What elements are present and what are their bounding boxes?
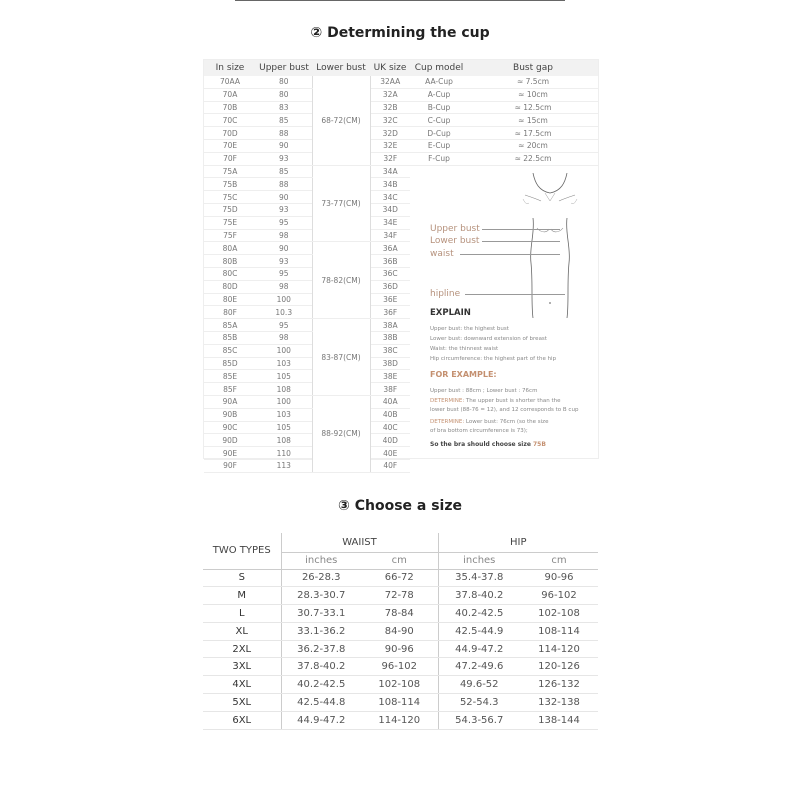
in-size-cell: 90F [204,459,256,472]
upper-bust-cell: 80 [256,76,312,88]
hip-cm-cell: 96-102 [520,587,598,605]
bust-gap-cell: ≈ 15cm [468,114,598,127]
hip-cm-cell: 102-108 [520,605,598,623]
determine-text: Lower bust: 76cm (so the size [464,419,549,425]
in-size-cell: 80B [204,255,256,268]
header-lower-bust: Lower bust [312,60,370,76]
uk-size-cell: 34D [370,203,410,216]
hip-inches-cell: 54.3-56.7 [438,711,520,729]
in-size-cell: 90D [204,434,256,447]
in-size-cell: 85C [204,344,256,357]
uk-size-cell: 32E [370,139,410,152]
size-table-row [203,569,598,587]
in-size-cell: 75E [204,216,256,229]
upper-bust-cell: 10.3 [256,306,312,319]
hip-header: HIP [438,533,598,552]
waist-inches-cell: 28.3-30.7 [281,587,361,605]
cup-table-row [204,76,598,88]
uk-size-cell: 36C [370,267,410,280]
uk-size-cell: 38D [370,357,410,370]
hip-inches-cell: 35.4-37.8 [438,569,520,587]
uk-size-cell: 38A [370,319,410,332]
hip-cm-cell: 108-114 [520,622,598,640]
upper-bust-cell: 105 [256,421,312,434]
size-cell: M [203,587,281,605]
hip-inches-cell: 44.9-47.2 [438,640,520,658]
in-size-cell: 85E [204,370,256,383]
in-size-cell: 80F [204,306,256,319]
waist-cm-cell: 78-84 [361,605,438,623]
example-title: FOR EXAMPLE: [430,370,497,379]
determine-line-1b: lower bust (88-76 = 12), and 12 corresponds to B cup [430,407,579,413]
conclusion-text: So the bra should choose size [430,441,533,448]
upper-bust-cell: 105 [256,370,312,383]
size-table-row [203,587,598,605]
in-size-cell: 70B [204,101,256,114]
uk-size-cell: 32AA [370,76,410,88]
upper-bust-cell: 98 [256,229,312,242]
in-size-cell: 75A [204,165,256,178]
size-table [203,533,598,730]
upper-bust-line [482,229,560,230]
in-size-cell: 85F [204,383,256,396]
uk-size-cell: 34F [370,229,410,242]
uk-size-cell: 32F [370,152,410,165]
uk-size-cell: 38E [370,370,410,383]
upper-bust-cell: 98 [256,331,312,344]
size-table-header [203,533,598,552]
in-size-cell: 70D [204,127,256,140]
explain-line: Waist: the thinnest waist [430,346,499,352]
bust-gap-cell: ≈ 20cm [468,139,598,152]
hip-inches-cell: 42.5-44.9 [438,622,520,640]
waist-inches-cell: 37.8-40.2 [281,658,361,676]
waist-inches-cell: 40.2-42.5 [281,676,361,694]
uk-size-cell: 40B [370,408,410,421]
uk-size-cell: 40D [370,434,410,447]
in-size-cell: 85D [204,357,256,370]
waist-line [460,254,560,255]
in-size-cell: 70E [204,139,256,152]
upper-bust-cell: 85 [256,165,312,178]
top-divider [235,0,565,1]
in-size-cell: 90B [204,408,256,421]
size-section-title: ③ Choose a size [337,498,462,514]
upper-bust-label: Upper bust [430,224,480,234]
determine-label: DETERMINE: [430,419,465,425]
size-table-row [203,694,598,712]
determine-text: The upper bust is shorter than the [464,398,561,404]
cup-table-row [204,101,598,114]
lower-bust-cell: 88-92(CM) [312,395,370,472]
explain-line: Lower bust: downward extension of breast [430,336,547,342]
uk-size-cell: 36A [370,242,410,255]
uk-size-cell: 40C [370,421,410,434]
uk-size-cell: 34A [370,165,410,178]
hip-inches-cell: 37.8-40.2 [438,587,520,605]
explain-line: Upper bust: the highest bust [430,326,509,332]
upper-bust-cell: 93 [256,152,312,165]
bust-gap-cell: ≈ 10cm [468,88,598,101]
in-size-cell: 90C [204,421,256,434]
waist-cm-cell: 90-96 [361,640,438,658]
size-table-row [203,640,598,658]
size-cell: 3XL [203,658,281,676]
upper-bust-cell: 103 [256,357,312,370]
header-uk-size: UK size [370,60,410,76]
lower-bust-cell: 73-77(CM) [312,165,370,242]
upper-bust-cell: 90 [256,191,312,204]
cup-table-row [204,152,598,165]
in-size-cell: 75D [204,203,256,216]
uk-size-cell: 32A [370,88,410,101]
upper-bust-cell: 80 [256,88,312,101]
hip-cm-header: cm [520,552,598,569]
hipline-label: hipline [430,289,461,299]
cup-section-title: ② Determining the cup [310,25,490,41]
explain-panel [430,170,600,460]
cup-model-cell: A-Cup [410,88,468,101]
upper-bust-cell: 95 [256,216,312,229]
in-size-cell: 75B [204,178,256,191]
upper-bust-cell: 108 [256,383,312,396]
cup-model-cell: F-Cup [410,152,468,165]
waist-inches-cell: 26-28.3 [281,569,361,587]
two-types-header: TWO TYPES [203,533,281,569]
header-bust-gap: Bust gap [468,60,598,76]
uk-size-cell: 34B [370,178,410,191]
uk-size-cell: 40E [370,447,410,460]
in-size-cell: 90E [204,447,256,460]
header-cup-model: Cup model [410,60,468,76]
uk-size-cell: 32B [370,101,410,114]
cup-model-cell: D-Cup [410,127,468,140]
in-size-cell: 90A [204,395,256,408]
bust-gap-cell: ≈ 17.5cm [468,127,598,140]
determine-line-1 [430,398,560,404]
waist-cm-cell: 66-72 [361,569,438,587]
uk-size-cell: 36E [370,293,410,306]
size-cell: 4XL [203,676,281,694]
waist-inches-header: inches [281,552,361,569]
hip-cm-cell: 120-126 [520,658,598,676]
size-table-row [203,605,598,623]
upper-bust-cell: 85 [256,114,312,127]
upper-bust-cell: 103 [256,408,312,421]
bust-gap-cell: ≈ 7.5cm [468,76,598,88]
waist-cm-header: cm [361,552,438,569]
size-table-row [203,658,598,676]
cup-table-row [204,127,598,140]
size-table-row [203,622,598,640]
uk-size-cell: 36D [370,280,410,293]
waist-inches-cell: 42.5-44.8 [281,694,361,712]
size-cell: 6XL [203,711,281,729]
size-cell: L [203,605,281,623]
upper-bust-cell: 95 [256,267,312,280]
cup-table-row [204,139,598,152]
lower-bust-line [482,241,560,242]
upper-bust-cell: 90 [256,139,312,152]
hip-inches-cell: 49.6-52 [438,676,520,694]
upper-bust-cell: 88 [256,127,312,140]
in-size-cell: 70A [204,88,256,101]
size-cell: XL [203,622,281,640]
waist-cm-cell: 102-108 [361,676,438,694]
uk-size-cell: 38C [370,344,410,357]
waist-inches-cell: 44.9-47.2 [281,711,361,729]
waist-cm-cell: 84-90 [361,622,438,640]
size-cell: 5XL [203,694,281,712]
in-size-cell: 80C [204,267,256,280]
waist-label: waist [430,249,454,259]
hipline-line [465,294,565,295]
uk-size-cell: 34E [370,216,410,229]
upper-bust-cell: 108 [256,434,312,447]
header-upper-bust: Upper bust [256,60,312,76]
upper-bust-cell: 93 [256,255,312,268]
waist-cm-cell: 108-114 [361,694,438,712]
hip-cm-cell: 132-138 [520,694,598,712]
size-cell: 2XL [203,640,281,658]
upper-bust-cell: 93 [256,203,312,216]
upper-bust-cell: 110 [256,447,312,460]
uk-size-cell: 34C [370,191,410,204]
upper-bust-cell: 98 [256,280,312,293]
lower-bust-label: Lower bust [430,236,480,246]
waist-inches-cell: 33.1-36.2 [281,622,361,640]
waist-inches-cell: 36.2-37.8 [281,640,361,658]
determine-line-2 [430,419,548,425]
uk-size-cell: 40F [370,459,410,472]
uk-size-cell: 36B [370,255,410,268]
hip-cm-cell: 126-132 [520,676,598,694]
waist-cm-cell: 114-120 [361,711,438,729]
in-size-cell: 80A [204,242,256,255]
size-table-row [203,711,598,729]
hip-cm-cell: 114-120 [520,640,598,658]
upper-bust-cell: 90 [256,242,312,255]
header-in-size: In size [204,60,256,76]
bust-gap-cell: ≈ 22.5cm [468,152,598,165]
in-size-cell: 75C [204,191,256,204]
size-cell: S [203,569,281,587]
bust-gap-cell: ≈ 12.5cm [468,101,598,114]
upper-bust-cell: 100 [256,395,312,408]
uk-size-cell: 38B [370,331,410,344]
uk-size-cell: 32D [370,127,410,140]
in-size-cell: 80D [204,280,256,293]
uk-size-cell: 40A [370,395,410,408]
uk-size-cell: 36F [370,306,410,319]
cup-table-header [204,60,598,76]
body-silhouette-icon [515,173,585,318]
in-size-cell: 70C [204,114,256,127]
in-size-cell: 80E [204,293,256,306]
uk-size-cell: 38F [370,383,410,396]
in-size-cell: 85B [204,331,256,344]
cup-table-row [204,114,598,127]
determine-label: DETERMINE: [430,398,465,404]
in-size-cell: 75F [204,229,256,242]
explain-title: EXPLAIN [430,308,471,318]
waist-cm-cell: 72-78 [361,587,438,605]
upper-bust-cell: 88 [256,178,312,191]
explain-line: Hip circumference: the highest part of the hip [430,356,557,362]
conclusion-line [430,441,546,448]
conclusion-size: 75B [532,441,546,448]
in-size-cell: 85A [204,319,256,332]
lower-bust-cell: 68-72(CM) [312,76,370,165]
hip-cm-cell: 90-96 [520,569,598,587]
upper-bust-cell: 100 [256,293,312,306]
in-size-cell: 70AA [204,76,256,88]
in-size-cell: 70F [204,152,256,165]
upper-bust-cell: 113 [256,459,312,472]
hip-cm-cell: 138-144 [520,711,598,729]
size-table-row [203,676,598,694]
upper-bust-cell: 83 [256,101,312,114]
waist-header: WAIIST [281,533,438,552]
hip-inches-header: inches [438,552,520,569]
uk-size-cell: 32C [370,114,410,127]
waist-inches-cell: 30.7-33.1 [281,605,361,623]
hip-inches-cell: 52-54.3 [438,694,520,712]
cup-model-cell: C-Cup [410,114,468,127]
lower-bust-cell: 83-87(CM) [312,319,370,396]
cup-table-row [204,88,598,101]
waist-cm-cell: 96-102 [361,658,438,676]
determine-line-2b: of bra bottom circumference is 73); [430,428,528,434]
lower-bust-cell: 78-82(CM) [312,242,370,319]
upper-bust-cell: 100 [256,344,312,357]
hip-inches-cell: 47.2-49.6 [438,658,520,676]
example-line: Upper bust : 88cm ; Lower bust : 76cm [430,388,538,394]
cup-model-cell: E-Cup [410,139,468,152]
upper-bust-cell: 95 [256,319,312,332]
cup-model-cell: B-Cup [410,101,468,114]
hip-inches-cell: 40.2-42.5 [438,605,520,623]
cup-model-cell: AA-Cup [410,76,468,88]
